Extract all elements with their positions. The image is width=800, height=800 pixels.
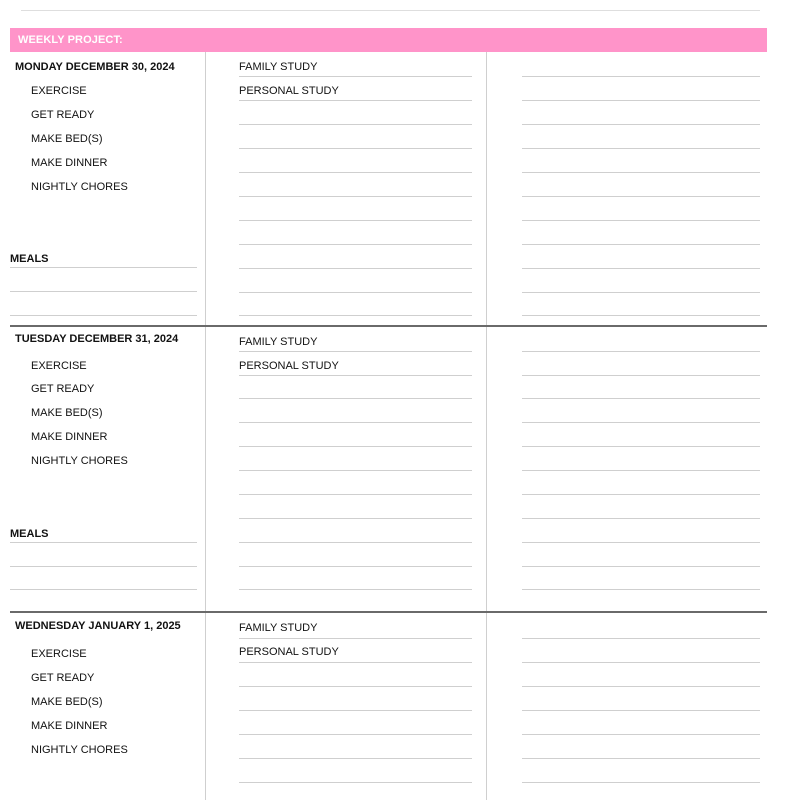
meal-line[interactable] — [10, 542, 197, 543]
notes-line[interactable] — [239, 662, 472, 663]
task-nightly-chores[interactable]: NIGHTLY CHORES — [31, 455, 128, 467]
meal-line[interactable] — [10, 291, 197, 292]
column-divider-right — [486, 327, 487, 612]
meals-label: MEALS — [10, 528, 49, 540]
notes-line[interactable] — [522, 268, 760, 269]
column-divider-left — [205, 52, 206, 326]
notes-line[interactable] — [522, 244, 760, 245]
notes-line[interactable] — [522, 782, 760, 783]
notes-line[interactable] — [522, 292, 760, 293]
day-date: TUESDAY DECEMBER 31, 2024 — [15, 333, 179, 345]
meal-line[interactable] — [10, 315, 197, 316]
notes-line[interactable] — [522, 710, 760, 711]
weekly-project-banner[interactable] — [10, 28, 767, 52]
personal-study-label: PERSONAL STUDY — [239, 646, 339, 658]
meal-line[interactable] — [10, 267, 197, 268]
personal-study-label: PERSONAL STUDY — [239, 360, 339, 372]
notes-line[interactable] — [522, 422, 760, 423]
meal-line[interactable] — [10, 566, 197, 567]
day-date: WEDNESDAY JANUARY 1, 2025 — [15, 620, 181, 632]
meals-label: MEALS — [10, 253, 49, 265]
notes-line[interactable] — [239, 734, 472, 735]
notes-line[interactable] — [239, 244, 472, 245]
notes-line[interactable] — [239, 220, 472, 221]
personal-study-label: PERSONAL STUDY — [239, 85, 339, 97]
task-exercise[interactable]: EXERCISE — [31, 360, 87, 372]
notes-line[interactable] — [239, 422, 472, 423]
task-get-ready[interactable]: GET READY — [31, 672, 95, 684]
task-make-beds[interactable]: MAKE BED(S) — [31, 133, 103, 145]
family-study-label: FAMILY STUDY — [239, 61, 318, 73]
family-study-label: FAMILY STUDY — [239, 622, 318, 634]
notes-line[interactable] — [239, 518, 472, 519]
notes-line[interactable] — [522, 589, 760, 590]
notes-line[interactable] — [239, 196, 472, 197]
day-date: MONDAY DECEMBER 30, 2024 — [15, 61, 175, 73]
notes-line[interactable] — [522, 518, 760, 519]
notes-line[interactable] — [522, 446, 760, 447]
notes-line[interactable] — [239, 315, 472, 316]
notes-line[interactable] — [239, 686, 472, 687]
notes-line[interactable] — [239, 148, 472, 149]
notes-line[interactable] — [239, 566, 472, 567]
task-make-beds[interactable]: MAKE BED(S) — [31, 696, 103, 708]
notes-line[interactable] — [239, 76, 472, 77]
notes-line[interactable] — [522, 196, 760, 197]
notes-line[interactable] — [522, 638, 760, 639]
task-nightly-chores[interactable]: NIGHTLY CHORES — [31, 744, 128, 756]
day-section-wednesday — [0, 613, 800, 800]
notes-line[interactable] — [522, 124, 760, 125]
task-nightly-chores[interactable]: NIGHTLY CHORES — [31, 181, 128, 193]
notes-line[interactable] — [239, 268, 472, 269]
weekly-project-label: WEEKLY PROJECT: — [18, 34, 123, 46]
day-section-tuesday — [0, 327, 800, 612]
notes-line[interactable] — [522, 398, 760, 399]
notes-line[interactable] — [522, 734, 760, 735]
notes-line[interactable] — [522, 542, 760, 543]
notes-line[interactable] — [239, 351, 472, 352]
notes-line[interactable] — [522, 76, 760, 77]
column-divider-left — [205, 613, 206, 800]
notes-line[interactable] — [239, 710, 472, 711]
notes-line[interactable] — [522, 100, 760, 101]
notes-line[interactable] — [522, 470, 760, 471]
task-get-ready[interactable]: GET READY — [31, 109, 95, 121]
notes-line[interactable] — [522, 566, 760, 567]
notes-line[interactable] — [522, 315, 760, 316]
notes-line[interactable] — [239, 470, 472, 471]
task-exercise[interactable]: EXERCISE — [31, 85, 87, 97]
task-exercise[interactable]: EXERCISE — [31, 648, 87, 660]
notes-line[interactable] — [239, 638, 472, 639]
notes-line[interactable] — [522, 686, 760, 687]
notes-line[interactable] — [522, 494, 760, 495]
notes-line[interactable] — [522, 758, 760, 759]
top-rule — [21, 10, 760, 11]
task-make-dinner[interactable]: MAKE DINNER — [31, 431, 108, 443]
notes-line[interactable] — [239, 494, 472, 495]
notes-line[interactable] — [239, 172, 472, 173]
notes-line[interactable] — [239, 375, 472, 376]
family-study-label: FAMILY STUDY — [239, 336, 318, 348]
notes-line[interactable] — [239, 124, 472, 125]
notes-line[interactable] — [239, 589, 472, 590]
notes-line[interactable] — [239, 398, 472, 399]
task-make-dinner[interactable]: MAKE DINNER — [31, 157, 108, 169]
notes-line[interactable] — [522, 220, 760, 221]
task-get-ready[interactable]: GET READY — [31, 383, 95, 395]
notes-line[interactable] — [522, 172, 760, 173]
column-divider-left — [205, 327, 206, 612]
day-section-monday — [0, 52, 800, 326]
notes-line[interactable] — [522, 375, 760, 376]
task-make-dinner[interactable]: MAKE DINNER — [31, 720, 108, 732]
notes-line[interactable] — [522, 148, 760, 149]
meal-line[interactable] — [10, 589, 197, 590]
column-divider-right — [486, 613, 487, 800]
notes-line[interactable] — [239, 782, 472, 783]
notes-line[interactable] — [522, 662, 760, 663]
notes-line[interactable] — [239, 100, 472, 101]
notes-line[interactable] — [239, 758, 472, 759]
notes-line[interactable] — [522, 351, 760, 352]
column-divider-right — [486, 52, 487, 326]
notes-line[interactable] — [239, 542, 472, 543]
task-make-beds[interactable]: MAKE BED(S) — [31, 407, 103, 419]
notes-line[interactable] — [239, 292, 472, 293]
notes-line[interactable] — [239, 446, 472, 447]
